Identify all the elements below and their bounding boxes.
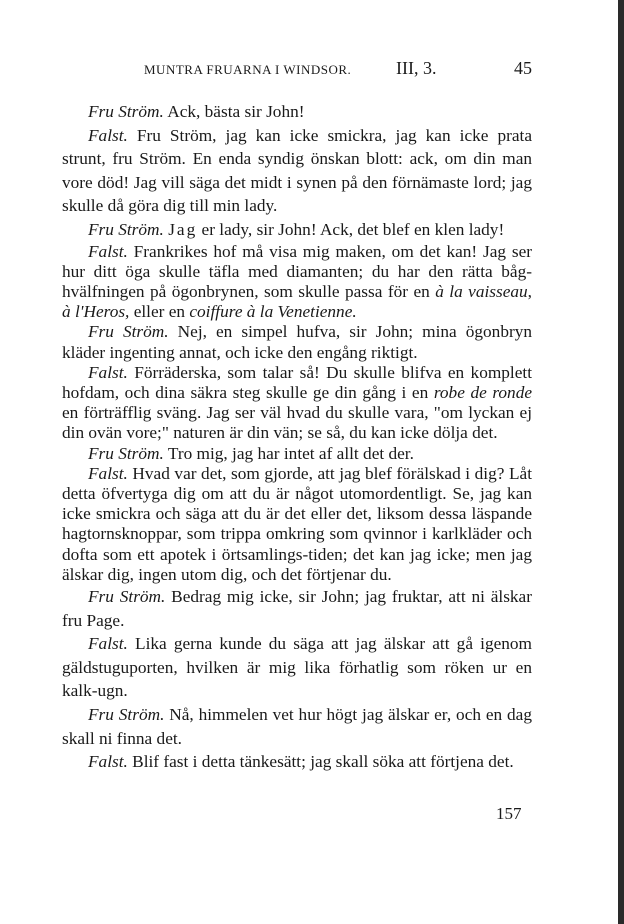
dialogue-paragraph <box>62 124 532 218</box>
dialogue-paragraph <box>62 464 532 585</box>
speaker-name: Falst. <box>88 634 128 654</box>
foreign-phrase: à l'Heros, <box>62 302 130 322</box>
speech-text: Bedrag mig icke, sir John; jag fruktar, att ni älskar fru Page. <box>62 587 532 630</box>
running-title: MUNTRA FRUARNA I WINDSOR. <box>144 62 352 77</box>
speaker-name: Fru Ström. <box>88 219 164 239</box>
dialogue-paragraph <box>62 218 532 242</box>
speech-text: Blif fast i detta tänkesätt; jag skall söka att förtjena det. <box>127 752 514 772</box>
speaker-name: Falst. <box>88 362 128 382</box>
dialogue-paragraph <box>62 750 532 774</box>
dialogue-paragraph <box>62 363 532 444</box>
speech-text: en förträfflig sväng. Jag ser väl hvad du skulle vara, "om lyckan ej din ovän vore;" naturen är din vän; se så, du kan icke dölja det. <box>62 403 532 443</box>
speech-text: Fru Ström, jag kan icke smickra, jag kan icke prata strunt, fru Ström. En enda syndig önskan blott: ack, om din man vore död! Jag vill säga det midt i synen på den förnämaste lord; jag skulle då göra dig till min lady. <box>62 125 532 216</box>
speech-text: Nå, himmelen vet hur högt jag älskar er, och en dag skall ni finna det. <box>62 704 532 748</box>
speech-text: eller en <box>129 302 190 322</box>
act-scene-number: III, 3. <box>396 58 437 78</box>
speaker-name: Fru Ström. <box>88 443 164 463</box>
speech-text: Förräderska, som talar så! Du skulle blifva en komplett hofdam, och dina säkra steg skulle ge din gång i en <box>62 362 532 402</box>
speech-text: , <box>527 281 532 301</box>
dialogue-paragraph <box>62 585 532 632</box>
speech-text: Nej, en simpel hufva, sir John; mina ögonbryn kläder ingenting annat, och icke den engång riktigt. <box>62 322 532 362</box>
foreign-phrase: coiffure à la Venetienne. <box>189 302 357 322</box>
speaker-name: Fru Ström. <box>88 704 165 724</box>
running-header <box>62 58 532 82</box>
foreign-phrase: robe de ronde <box>433 382 532 402</box>
speaker-name: Falst. <box>88 241 128 261</box>
dialogue-paragraph <box>62 703 532 750</box>
page-number: 45 <box>514 58 532 78</box>
dialogue-paragraph <box>62 632 532 703</box>
speaker-name: Fru Ström. <box>88 587 166 607</box>
speaker-name: Fru Ström. <box>88 322 169 342</box>
speech-text: Frankrikes hof må visa mig maken, om det kan! Jag ser hur ditt öga skulle täfla med diamanten; du har den rätta båg-hvälfningen på ögonbrynen, som skulle passa för en <box>62 241 532 301</box>
speech-text: er lady, sir John! Ack, det blef en klen lady! <box>197 219 505 239</box>
dialogue-text <box>62 100 532 774</box>
dialogue-paragraph <box>62 322 532 362</box>
speaker-name: Fru Ström. <box>88 102 164 121</box>
dialogue-paragraph <box>62 242 532 323</box>
speaker-name: Falst. <box>88 125 128 145</box>
speech-text: Lika gerna kunde du säga att jag älskar att gå igenom gäldstuguporten, hvilken är mig lika förhatlig som röken ur en kalk-ugn. <box>62 634 532 701</box>
signature-mark: 157 <box>496 804 522 823</box>
dialogue-paragraph <box>62 100 532 124</box>
speech-text: Tro mig, jag har intet af allt det der. <box>163 443 414 463</box>
speaker-name: Falst. <box>88 463 128 483</box>
emphasized-word: Jag <box>168 219 198 239</box>
speech-text: Ack, bästa sir John! <box>163 102 305 121</box>
speaker-name: Falst. <box>88 752 128 772</box>
page-edge-shadow <box>618 0 624 924</box>
speech-text: Hvad var det, som gjorde, att jag blef förälskad i dig? Låt detta öfvertyga dig om att du är något utomordentligt. Se, jag kan icke smickra och säga att du är det eller det, liksom dessa läspande hagtornsknoppar, som trippa omkring som qvinnor i karlkläder och dofta som ett apotek i örtsamlings-tiden; det kan jag icke; men jag älskar dig, ingen utom dig, och det förtjenar du. <box>62 463 532 584</box>
dialogue-paragraph <box>62 444 532 464</box>
foreign-phrase: à la vaisseau <box>435 281 528 301</box>
